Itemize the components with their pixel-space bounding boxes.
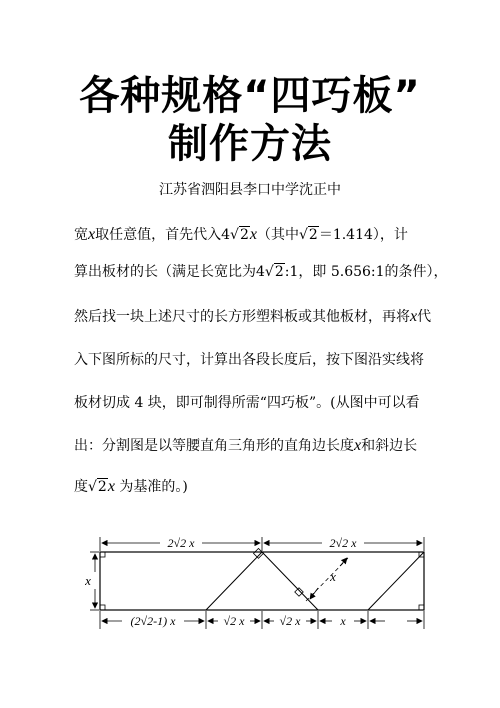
corner-mark: [100, 605, 105, 610]
var-x: x: [88, 226, 96, 243]
dim-arrow: [310, 588, 318, 599]
corner-mark: [419, 605, 424, 610]
text: 代: [417, 309, 432, 325]
paragraph-line-3: [74, 307, 454, 327]
var-x: x: [249, 226, 257, 243]
text: 度: [74, 479, 88, 495]
var-x: x: [410, 308, 418, 325]
bottom-label-2: √2 x: [223, 614, 245, 628]
paragraph-line-4: 入下图所标的尺寸，计算出各段长度后，按下图沿实线将: [74, 352, 424, 368]
paragraph-line-1: [74, 225, 454, 245]
radicand: 2: [274, 264, 284, 280]
radicand: 2: [239, 227, 249, 243]
text: 然后找一块上述尺寸的长方形塑料板或其他板材，再将: [74, 309, 410, 325]
text: 宽: [74, 227, 88, 243]
sqrt-symbol: √2: [230, 227, 249, 243]
paragraph-line-6: [74, 436, 454, 456]
text: （其中: [256, 227, 299, 243]
cut-diagram: [0, 525, 500, 665]
text: 算出板材的长（满足长宽比为: [74, 264, 256, 280]
paragraph-line-2: [74, 262, 454, 282]
text: 和斜边长: [361, 438, 418, 454]
var-x: x: [354, 437, 362, 454]
cut-line-3: [368, 552, 424, 610]
sqrt-symbol: √2: [88, 479, 107, 495]
sqrt-symbol: √2: [264, 264, 284, 280]
text: 出：分割图是以等腰直角三角形的直角边长度: [74, 438, 354, 454]
var-x: x: [107, 478, 115, 495]
top-label-right: 2√2 x: [329, 536, 357, 550]
cut-line-1: [206, 552, 262, 610]
paragraph-line-5: 板材切成 4 块，即可制得所需“四巧板”。(从图中可以看: [74, 395, 420, 411]
radicand: 2: [97, 479, 107, 495]
author-line: 江苏省泗阳县李口中学沈正中: [159, 182, 341, 198]
sqrt-symbol: √2: [298, 227, 318, 243]
bottom-label-4: x: [340, 614, 346, 628]
bottom-label-3: √2 x: [279, 614, 301, 628]
diag-dim-line: [306, 556, 350, 601]
diag-label: x: [330, 569, 336, 584]
coef: 4: [256, 264, 265, 280]
title-line-2: 制作方法: [168, 121, 332, 167]
text: 取任意值，首先代入: [95, 227, 222, 243]
top-label-left: 2√2 x: [167, 536, 195, 550]
right-angle-mark: [295, 588, 303, 596]
paragraph-line-7: [74, 477, 454, 497]
board-rectangle: [100, 552, 424, 610]
radicand: 2: [308, 227, 318, 243]
text: ＝1.414），计: [318, 227, 408, 243]
bottom-label-1: (2√2-1) x: [130, 614, 176, 628]
coef: 4: [221, 227, 231, 243]
title-line-1: 各种规格“四巧板”: [79, 73, 421, 119]
corner-mark: [100, 552, 105, 557]
dim-arrow: [340, 558, 347, 566]
cut-line-2: [262, 552, 318, 610]
text: :1，即 5.656:1的条件），: [284, 264, 448, 280]
text: 为基准的。): [114, 479, 188, 495]
left-label: x: [85, 573, 91, 588]
